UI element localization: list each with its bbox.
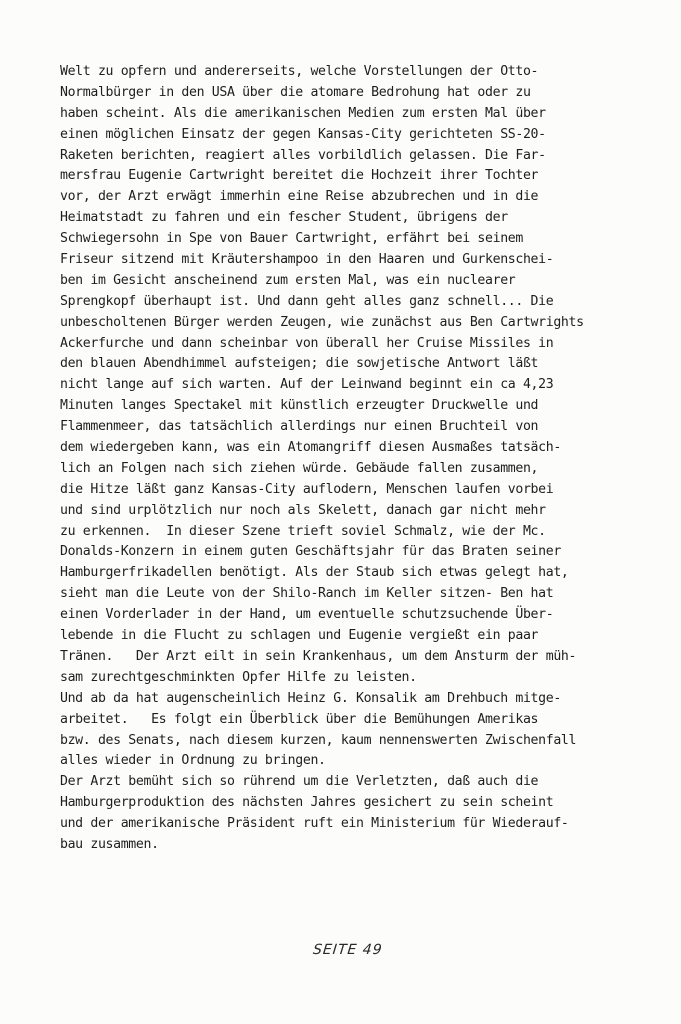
text-line: Welt zu opfern und andererseits, welche Vorstellungen der Otto-: [60, 64, 539, 79]
text-line: sam zurechtgeschminkten Opfer Hilfe zu leisten.: [60, 669, 417, 685]
text-line: Friseur sitzend mit Kräutershampoo in den Haaren und Gurkenschei-: [60, 252, 554, 268]
text-line: Schwiegersohn in Spe von Bauer Cartwright, erfährt bei seinem: [60, 231, 523, 247]
text-line: Hamburgerfrikadellen benötigt. Als der Staub sich etwas gelegt hat,: [60, 565, 569, 581]
text-line: bau zusammen.: [60, 836, 159, 852]
text-line: unbescholtenen Bürger werden Zeugen, wie zunächst aus Ben Cartwrights: [60, 314, 584, 330]
text-line: Flammenmeer, das tatsächlich allerdings nur einen Bruchteil von: [60, 419, 539, 435]
text-line: nicht lange auf sich warten. Auf der Leinwand beginnt ein ca 4,23: [60, 377, 554, 393]
text-line: zu erkennen. In dieser Szene trieft soviel Schmalz, wie der Mc.: [60, 523, 546, 539]
text-line: einen möglichen Einsatz der gegen Kansas-City gerichteten SS-20-: [60, 126, 546, 142]
text-line: Normalbürger in den USA über die atomare Bedrohung hat oder zu: [60, 84, 531, 100]
text-line: einen Vorderlader in der Hand, um eventuelle schutzsuchende Über-: [60, 607, 554, 623]
text-line: lebende in die Flucht zu schlagen und Eugenie vergießt ein paar: [60, 628, 539, 644]
body-text: [60, 62, 660, 856]
text-line: den blauen Abendhimmel aufsteigen; die sowjetische Antwort läßt: [60, 356, 539, 372]
text-line: bzw. des Senats, nach diesem kurzen, kaum nennenswerten Zwischenfall: [60, 732, 577, 748]
text-line: Tränen. Der Arzt eilt in sein Krankenhaus, um dem Ansturm der müh-: [60, 648, 577, 664]
text-line: lich an Folgen nach sich ziehen würde. Gebäude fallen zusammen,: [60, 460, 539, 476]
text-line: vor, der Arzt erwägt immerhin eine Reise abzubrechen und in die: [60, 189, 539, 205]
text-line: Raketen berichten, reagiert alles vorbildlich gelassen. Die Far-: [60, 147, 546, 163]
text-line: Und ab da hat augenscheinlich Heinz G. Konsalik am Drehbuch mitge-: [60, 690, 561, 706]
text-line: Sprengkopf überhaupt ist. Und dann geht alles ganz schnell... Die: [60, 293, 554, 309]
text-line: Hamburgerproduktion des nächsten Jahres gesichert zu sein scheint: [60, 795, 554, 811]
text-line: und sind urplötzlich nur noch als Skelett, danach gar nicht mehr: [60, 502, 546, 518]
text-line: Donalds-Konzern in einem guten Geschäftsjahr für das Braten seiner: [60, 544, 561, 560]
text-line: Der Arzt bemüht sich so rührend um die Verletzten, daß auch die: [60, 774, 539, 790]
page-number: SEITE 49: [312, 942, 384, 958]
text-line: haben scheint. Als die amerikanischen Medien zum ersten Mal über: [60, 105, 546, 121]
text-line: arbeitet. Es folgt ein Überblick über die Bemühungen Amerikas: [60, 711, 539, 727]
text-line: Heimatstadt zu fahren und ein fescher Student, übrigens der: [60, 210, 508, 226]
text-line: und der amerikanische Präsident ruft ein Ministerium für Wiederauf-: [60, 816, 569, 832]
text-line: alles wieder in Ordnung zu bringen.: [60, 753, 326, 769]
text-line: Ackerfurche und dann scheinbar von überall her Cruise Missiles in: [60, 335, 554, 351]
text-line: die Hitze läßt ganz Kansas-City auflodern, Menschen laufen vorbei: [60, 481, 554, 497]
text-line: sieht man die Leute von der Shilo-Ranch im Keller sitzen- Ben hat: [60, 586, 554, 602]
text-line: ben im Gesicht anscheinend zum ersten Mal, was ein nuclearer: [60, 272, 516, 288]
text-line: dem wiedergeben kann, was ein Atomangriff diesen Ausmaßes tatsäch-: [60, 440, 561, 456]
text-line: Minuten langes Spectakel mit künstlich erzeugter Druckwelle und: [60, 398, 539, 414]
text-line: mersfrau Eugenie Cartwright bereitet die Hochzeit ihrer Tochter: [60, 168, 539, 184]
